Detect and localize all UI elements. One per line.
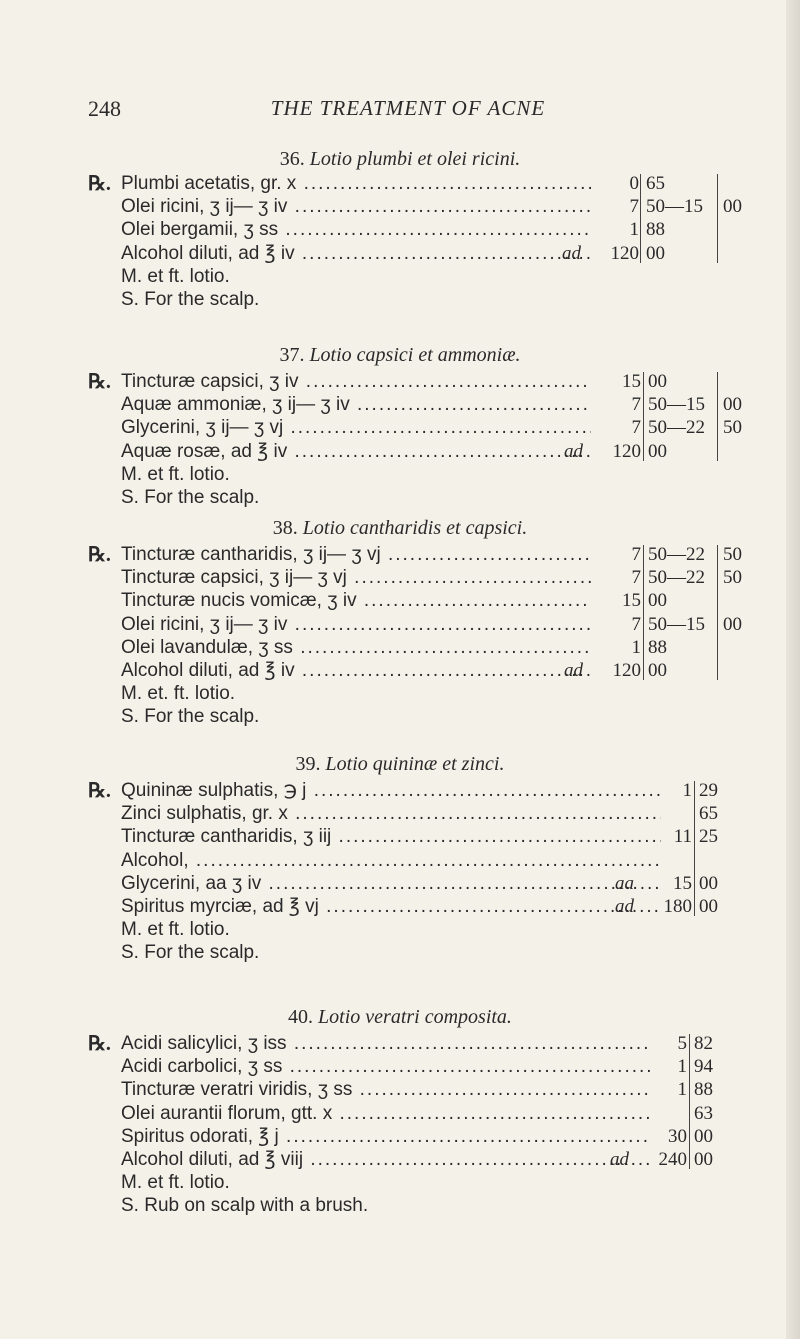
ingredient-row xyxy=(121,1125,651,1149)
mix-instruction: M. et ft. lotio. xyxy=(121,1172,230,1194)
mix-instruction: M. et ft. lotio. xyxy=(121,463,230,485)
recipe-symbol: ℞. xyxy=(88,1033,111,1055)
ingredient-name: Aquæ ammoniæ, ʒ ij— ʒ iv ..... xyxy=(121,393,591,417)
ingredient-row xyxy=(121,802,661,826)
ingredient-name: Olei aurantii florum, gtt. x ..... xyxy=(121,1102,651,1126)
centigrams-value: 00 xyxy=(694,1149,713,1170)
page-edge xyxy=(786,0,800,1339)
formula-name: Lotio quininæ et zinci. xyxy=(325,753,505,775)
decimal-rule xyxy=(689,1034,690,1169)
signa-instruction: S. For the scalp. xyxy=(121,942,260,964)
range-upper-value: 00 xyxy=(723,196,742,218)
quantity-prefix: ad xyxy=(615,896,634,917)
grams-value: 7 xyxy=(631,394,641,416)
formula-number: 36. xyxy=(279,148,310,170)
grams-value: 7 xyxy=(631,544,641,565)
ingredient-name: Tincturæ capsici, ʒ iv ..... xyxy=(121,370,591,394)
centigrams-value: 00 xyxy=(694,1125,713,1147)
ingredient-row xyxy=(121,218,591,242)
ingredient-name: Tincturæ capsici, ʒ ij— ʒ vj ..... xyxy=(121,566,591,590)
ingredient-name: Olei lavandulæ, ʒ ss ..... xyxy=(121,636,591,660)
decimal-rule xyxy=(643,372,644,461)
ingredient-name: Acidi carbolici, ʒ ss ..... xyxy=(121,1055,651,1079)
centigrams-value: 00 xyxy=(648,590,667,612)
quantity-prefix: ad xyxy=(562,242,581,264)
centigrams-value: 50—22 xyxy=(648,544,705,565)
formula-title xyxy=(0,1006,800,1029)
ingredient-name: Alcohol, ..... xyxy=(121,849,661,873)
recipe-symbol: ℞. xyxy=(88,780,111,802)
ingredient-row xyxy=(121,1032,651,1056)
grams-value: 0 xyxy=(629,173,639,194)
mix-instruction: M. et ft. lotio. xyxy=(121,919,230,941)
ingredient-name: Alcohol diluti, ad ℥ iv ..... xyxy=(121,242,591,266)
ingredient-row xyxy=(121,370,591,394)
ingredient-row xyxy=(121,1078,651,1102)
quantity-prefix: ad xyxy=(610,1149,629,1170)
grams-value: 120 xyxy=(612,660,641,681)
grams-value: 15 xyxy=(673,872,692,894)
page-number: 248 xyxy=(88,96,121,121)
centigrams-value: 94 xyxy=(694,1056,713,1078)
ingredient-name: Glycerini, aa ʒ iv ..... xyxy=(121,872,661,896)
ingredient-row xyxy=(121,1055,651,1079)
grams-value: 120 xyxy=(610,242,639,264)
ingredient-row xyxy=(121,636,591,660)
quantity-prefix: ad xyxy=(564,660,583,681)
ingredient-row xyxy=(121,543,591,567)
centigrams-value: 50—15 xyxy=(646,196,703,218)
signa-instruction: S. For the scalp. xyxy=(121,706,260,728)
recipe-symbol: ℞. xyxy=(88,544,111,566)
mix-instruction: M. et. ft. lotio. xyxy=(121,683,236,705)
grams-value: 11 xyxy=(673,826,692,848)
grams-value: 7 xyxy=(631,567,641,589)
ingredient-row xyxy=(121,440,591,464)
centigrams-value: 88 xyxy=(648,636,667,658)
formula-title xyxy=(0,344,800,367)
grams-value: 7 xyxy=(629,196,639,218)
centigrams-value: 88 xyxy=(694,1079,713,1101)
ingredient-name: Tincturæ veratri viridis, ʒ ss ..... xyxy=(121,1078,651,1102)
ingredient-name: Alcohol diluti, ad ℥ viij ..... xyxy=(121,1148,651,1172)
range-upper-value: 50 xyxy=(723,567,742,589)
grams-value: 1 xyxy=(682,780,692,801)
centigrams-value: 00 xyxy=(699,896,718,917)
centigrams-value: 00 xyxy=(648,371,667,392)
centigrams-value: 00 xyxy=(648,440,667,462)
grams-value: 120 xyxy=(612,440,641,462)
formula-name: Lotio veratri composita. xyxy=(318,1006,512,1028)
grams-value: 1 xyxy=(629,219,639,241)
quantity-prefix: ad xyxy=(564,440,583,462)
ingredient-row xyxy=(121,872,661,896)
grams-value: 15 xyxy=(622,371,641,392)
ingredient-name: Zinci sulphatis, gr. x ..... xyxy=(121,802,661,826)
range-upper-value: 50 xyxy=(723,417,742,439)
centigrams-value: 50—15 xyxy=(648,394,705,416)
grams-value: 1 xyxy=(631,636,641,658)
ingredient-name: Aquæ rosæ, ad ℥ iv ..... xyxy=(121,440,591,464)
range-rule xyxy=(717,174,718,263)
ingredient-name: Tincturæ nucis vomicæ, ʒ iv ..... xyxy=(121,589,591,613)
ingredient-row xyxy=(121,613,591,637)
formula-number: 38. xyxy=(272,517,303,539)
centigrams-value: 25 xyxy=(699,826,718,848)
ingredient-row xyxy=(121,172,591,196)
formula-number: 39. xyxy=(295,753,326,775)
ingredient-name: Quininæ sulphatis, ℈ j ..... xyxy=(121,779,661,803)
centigrams-value: 82 xyxy=(694,1033,713,1054)
ingredient-row xyxy=(121,659,591,683)
grams-value: 15 xyxy=(622,590,641,612)
range-rule xyxy=(717,372,718,461)
grams-value: 5 xyxy=(677,1033,687,1054)
decimal-rule xyxy=(640,174,641,263)
ingredient-name: Alcohol diluti, ad ℥ iv ..... xyxy=(121,659,591,683)
ingredient-row xyxy=(121,779,661,803)
mix-instruction: M. et ft. lotio. xyxy=(121,265,230,287)
formula-title xyxy=(0,148,800,171)
ingredient-row xyxy=(121,566,591,590)
ingredient-name: Tincturæ cantharidis, ʒ ij— ʒ vj ..... xyxy=(121,543,591,567)
decimal-rule xyxy=(694,781,695,916)
ingredient-name: Glycerini, ʒ ij— ʒ vj ..... xyxy=(121,416,591,440)
signa-instruction: S. For the scalp. xyxy=(121,288,260,310)
formula-number: 40. xyxy=(288,1006,319,1028)
grams-value: 180 xyxy=(663,896,692,917)
range-rule xyxy=(717,545,718,680)
ingredient-row xyxy=(121,1102,651,1126)
ingredient-row xyxy=(121,1148,651,1172)
signa-instruction: S. For the scalp. xyxy=(121,486,260,508)
running-title: THE TREATMENT OF ACNE xyxy=(270,96,546,120)
centigrams-value: 50—22 xyxy=(648,417,705,439)
centigrams-value: 88 xyxy=(646,219,665,241)
page-header xyxy=(88,96,728,126)
ingredient-row xyxy=(121,242,591,266)
centigrams-value: 29 xyxy=(699,780,718,801)
formula-number: 37. xyxy=(279,344,310,366)
formula-title xyxy=(0,517,800,540)
grams-value: 7 xyxy=(631,613,641,635)
grams-value: 240 xyxy=(658,1149,687,1170)
centigrams-value: 50—15 xyxy=(648,613,705,635)
centigrams-value: 00 xyxy=(646,242,665,264)
signa-instruction: S. Rub on scalp with a brush. xyxy=(121,1195,369,1217)
decimal-rule xyxy=(643,545,644,680)
grams-value: 7 xyxy=(631,417,641,439)
range-upper-value: 00 xyxy=(723,613,742,635)
ingredient-row xyxy=(121,849,661,873)
formula-name: Lotio cantharidis et capsici. xyxy=(302,517,528,539)
ingredient-name: Acidi salicylici, ʒ iss ..... xyxy=(121,1032,651,1056)
centigrams-value: 63 xyxy=(694,1102,713,1124)
ingredient-name: Spiritus myrciæ, ad ℥ vj ..... xyxy=(121,895,661,919)
ingredient-name: Spiritus odorati, ℥ j ..... xyxy=(121,1125,651,1149)
ingredient-name: Tincturæ cantharidis, ʒ iij ..... xyxy=(121,825,661,849)
recipe-symbol: ℞. xyxy=(88,173,111,195)
centigrams-value: 65 xyxy=(646,173,665,194)
recipe-symbol: ℞. xyxy=(88,371,111,393)
ingredient-row xyxy=(121,895,661,919)
formula-title xyxy=(0,753,800,776)
ingredient-name: Olei ricini, ʒ ij— ʒ iv ..... xyxy=(121,613,591,637)
range-upper-value: 50 xyxy=(723,544,742,565)
ingredient-row xyxy=(121,393,591,417)
ingredient-row xyxy=(121,195,591,219)
grams-value: 30 xyxy=(668,1125,687,1147)
centigrams-value: 00 xyxy=(699,872,718,894)
formula-name: Lotio plumbi et olei ricini. xyxy=(309,148,521,170)
quantity-prefix: aa xyxy=(615,872,634,894)
ingredient-row xyxy=(121,825,661,849)
centigrams-value: 50—22 xyxy=(648,567,705,589)
formula-name: Lotio capsici et ammoniæ. xyxy=(309,344,521,366)
grams-value: 1 xyxy=(677,1079,687,1101)
grams-value: 1 xyxy=(677,1056,687,1078)
centigrams-value: 65 xyxy=(699,803,718,825)
range-upper-value: 00 xyxy=(723,394,742,416)
ingredient-name: Olei bergamii, ʒ ss ..... xyxy=(121,218,591,242)
ingredient-name: Olei ricini, ʒ ij— ʒ iv ..... xyxy=(121,195,591,219)
ingredient-name: Plumbi acetatis, gr. x ..... xyxy=(121,172,591,196)
centigrams-value: 00 xyxy=(648,660,667,681)
ingredient-row xyxy=(121,416,591,440)
ingredient-row xyxy=(121,589,591,613)
